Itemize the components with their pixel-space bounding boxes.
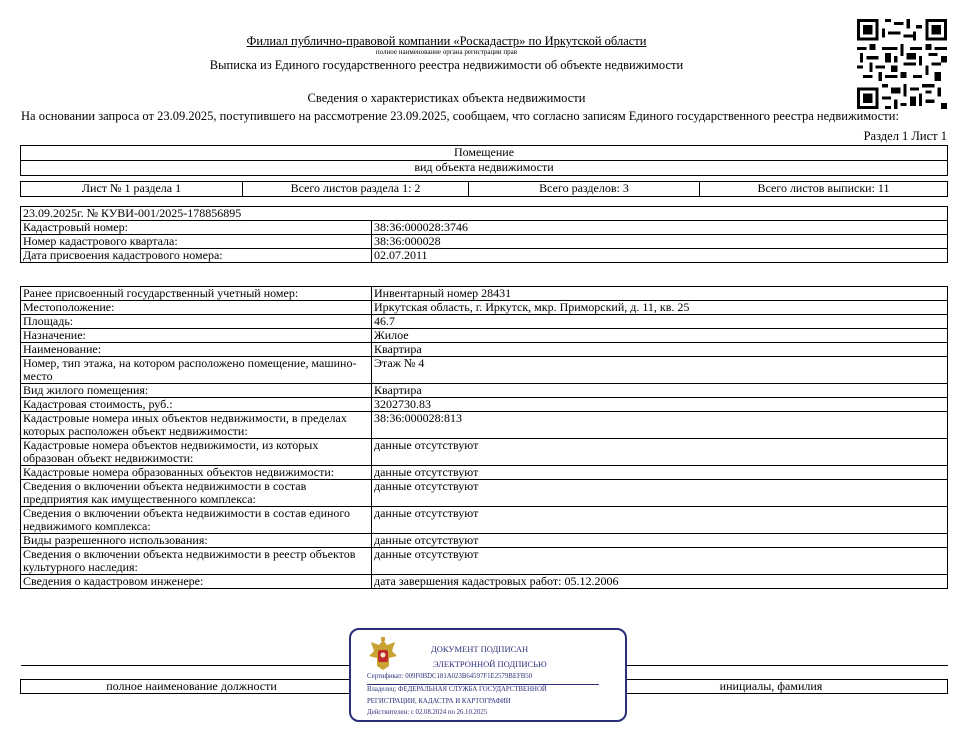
row-label: Кадастровая стоимость, руб.: [21, 398, 372, 412]
table-row [21, 287, 948, 301]
qr-code-icon [857, 19, 947, 109]
total-sheets-extract: Всего листов выписки: 11 [700, 182, 948, 197]
total-sheets-section: Всего листов раздела 1: 2 [243, 182, 469, 197]
properties-table [20, 286, 948, 589]
row-value: 02.07.2011 [372, 249, 948, 263]
row-label: Дата присвоения кадастрового номера: [21, 249, 372, 263]
total-sections: Всего разделов: 3 [469, 182, 700, 197]
row-value: 38:36:000028:813 [372, 412, 948, 439]
row-value: Иркутская область, г. Иркутск, мкр. Приморский, д. 11, кв. 25 [372, 301, 948, 315]
row-value: Жилое [372, 329, 948, 343]
coat-of-arms-icon [365, 636, 401, 672]
row-value: 46.7 [372, 315, 948, 329]
table-row [21, 412, 948, 439]
table-row [21, 534, 948, 548]
table-row [21, 315, 948, 329]
table-row [21, 357, 948, 384]
stamp-title-line2: ЭЛЕКТРОННОЙ ПОДПИСЬЮ [433, 659, 547, 669]
row-label: Кадастровые номера образованных объектов недвижимости: [21, 466, 372, 480]
object-type-caption: вид объекта недвижимости [21, 161, 948, 176]
row-label: Кадастровый номер: [21, 221, 372, 235]
row-label: Назначение: [21, 329, 372, 343]
row-label: Местоположение: [21, 301, 372, 315]
main-info-table [20, 206, 948, 263]
row-label: Номер, тип этажа, на котором расположено помещение, машино-место [21, 357, 372, 384]
row-value: данные отсутствуют [372, 534, 948, 548]
section-title: Сведения о характеристиках объекта недвижимости [307, 91, 586, 105]
name-blank [595, 666, 948, 680]
row-label: Сведения о кадастровом инженере: [21, 575, 372, 589]
row-label: Номер кадастрового квартала: [21, 235, 372, 249]
row-value: 3202730.83 [372, 398, 948, 412]
row-value: 38:36:000028 [372, 235, 948, 249]
row-value: данные отсутствуют [372, 548, 948, 575]
table-row [21, 507, 948, 534]
row-label: Наименование: [21, 343, 372, 357]
table-row [21, 398, 948, 412]
stamp-owner-line1: Владелец: ФЕДЕРАЛЬНАЯ СЛУЖБА ГОСУДАРСТВЕННОЙ [367, 686, 547, 693]
request-text: На основании запроса от 23.09.2025, поступившего на рассмотрение 23.09.2025, сообщаем, что согласно записям Единого государственного реестра недвижимости: [21, 109, 899, 123]
stamp-divider [367, 684, 599, 685]
row-label: Сведения о включении объекта недвижимости в состав предприятия как имущественного комплекса: [21, 480, 372, 507]
row-value: 38:36:000028:3746 [372, 221, 948, 235]
stamp-certificate: Сертификат: 009F0BDC181A023B64597F1E2579BEFB50 [367, 673, 533, 680]
row-value: Инвентарный номер 28431 [372, 287, 948, 301]
table-row [21, 439, 948, 466]
row-label: Кадастровые номера иных объектов недвижимости, в пределах которых расположен объект недвижимости: [21, 412, 372, 439]
table-row [21, 249, 948, 263]
table-row [21, 575, 948, 589]
row-label: Виды разрешенного использования: [21, 534, 372, 548]
table-row [21, 235, 948, 249]
table-row [21, 466, 948, 480]
row-label: Площадь: [21, 315, 372, 329]
date-number: 23.09.2025г. № КУВИ-001/2025-178856895 [21, 207, 948, 221]
row-value: данные отсутствуют [372, 466, 948, 480]
row-value: данные отсутствуют [372, 439, 948, 466]
organization-caption: полное наименование органа регистрации прав [375, 48, 518, 56]
table-row [21, 221, 948, 235]
row-value: Квартира [372, 384, 948, 398]
table-row [21, 329, 948, 343]
table-row [21, 384, 948, 398]
sheet-reference: Раздел 1 Лист 1 [863, 129, 947, 143]
table-row [21, 343, 948, 357]
stamp-owner-line2: РЕГИСТРАЦИИ, КАДАСТРА И КАРТОГРАФИИ [367, 698, 511, 705]
row-value: Квартира [372, 343, 948, 357]
stamp-validity: Действителен: с 02.08.2024 по 26.10.2025 [367, 709, 488, 716]
row-label: Сведения о включении объекта недвижимости в состав единого недвижимого комплекса: [21, 507, 372, 534]
organization-name: Филиал публично-правовой компании «Роскадастр» по Иркутской области [246, 34, 647, 48]
sheet-number: Лист № 1 раздела 1 [21, 182, 243, 197]
object-type-table [20, 145, 948, 176]
object-type: Помещение [21, 146, 948, 161]
row-value: Этаж № 4 [372, 357, 948, 384]
row-value: данные отсутствуют [372, 480, 948, 507]
position-blank [21, 666, 363, 680]
row-label: Вид жилого помещения: [21, 384, 372, 398]
table-row [21, 480, 948, 507]
row-label: Ранее присвоенный государственный учетный номер: [21, 287, 372, 301]
stamp-title-line1: ДОКУМЕНТ ПОДПИСАН [431, 644, 529, 654]
electronic-signature-stamp [349, 628, 627, 722]
row-label: Кадастровые номера объектов недвижимости, из которых образован объект недвижимости: [21, 439, 372, 466]
sheets-info-table [20, 181, 948, 197]
row-value: данные отсутствуют [372, 507, 948, 534]
position-caption: полное наименование должности [21, 680, 363, 694]
table-row [21, 301, 948, 315]
extract-title: Выписка из Единого государственного реестра недвижимости об объекте недвижимости [209, 58, 684, 72]
name-caption: инициалы, фамилия [595, 680, 948, 694]
row-value: дата завершения кадастровых работ: 05.12.2006 [372, 575, 948, 589]
table-row [21, 548, 948, 575]
row-label: Сведения о включении объекта недвижимости в реестр объектов культурного наследия: [21, 548, 372, 575]
